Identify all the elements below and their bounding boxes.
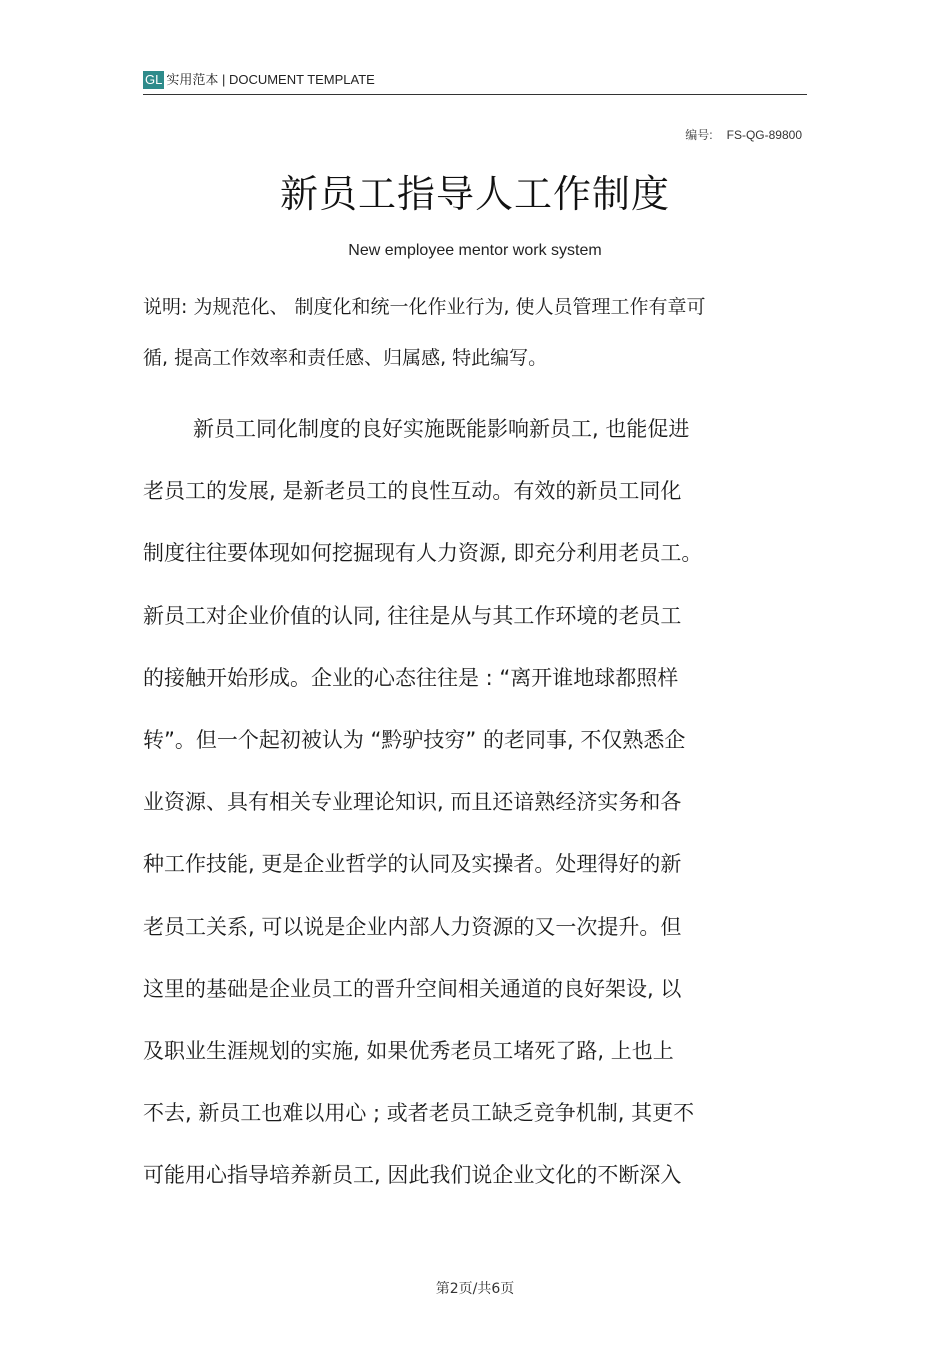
document-number-value: FS-QG-89800 — [726, 128, 802, 142]
body-text — [143, 398, 823, 1206]
note-line: 循, 提高工作效率和责任感、归属感, 特此编写。 — [143, 347, 548, 369]
document-title: 新员工指导人工作制度 — [279, 172, 670, 216]
note-line: 说明: 为规范化、 制度化和统一化作业行为, 使人员管理工作有章可 — [143, 296, 706, 318]
body-line: 业资源、具有相关专业理论知识, 而且还谙熟经济实务和各 — [143, 790, 682, 815]
body-line: 新员工同化制度的良好实施既能影响新员工, 也能促进 — [193, 417, 690, 441]
body-line: 可能用心指导培养新员工, 因此我们说企业文化的不断深入 — [143, 1163, 682, 1188]
body-line: 老员工的发展, 是新老员工的良性互动。有效的新员工同化 — [143, 479, 682, 504]
body-line: 制度往往要体现如何挖掘现有人力资源, 即充分利用老员工。 — [143, 541, 703, 566]
body-line: 新员工对企业价值的认同, 往往是从与其工作环境的老员工 — [143, 603, 682, 628]
document-number-label: 编号: — [685, 128, 713, 142]
body-line: 的接触开始形成。企业的心态往往是 : “离开谁地球都照样 — [143, 665, 679, 690]
body-line: 种工作技能, 更是企业哲学的认同及实操者。处理得好的新 — [143, 852, 682, 877]
document-subtitle: New employee mentor work system — [348, 242, 602, 259]
page-footer: 第2页/共6页 — [435, 1281, 515, 1297]
body-line: 老员工关系, 可以说是企业内部人力资源的又一次提升。但 — [143, 914, 682, 939]
body-line: 及职业生涯规划的实施, 如果优秀老员工堵死了路, 上也上 — [143, 1038, 674, 1063]
logo: GL — [145, 72, 163, 87]
description-note — [143, 282, 807, 384]
document-number — [685, 126, 802, 143]
body-line: 这里的基础是企业员工的晋升空间相关通道的良好架设, 以 — [143, 976, 682, 1001]
header-text: 实用范本 | DOCUMENT TEMPLATE — [166, 72, 375, 87]
page-header — [143, 70, 807, 95]
body-line: 不去, 新员工也难以用心 ; 或者老员工缺乏竞争机制, 其更不 — [143, 1101, 695, 1126]
body-line: 转”。但一个起初被认为 “黔驴技穷” 的老同事, 不仅熟悉企 — [143, 727, 686, 752]
